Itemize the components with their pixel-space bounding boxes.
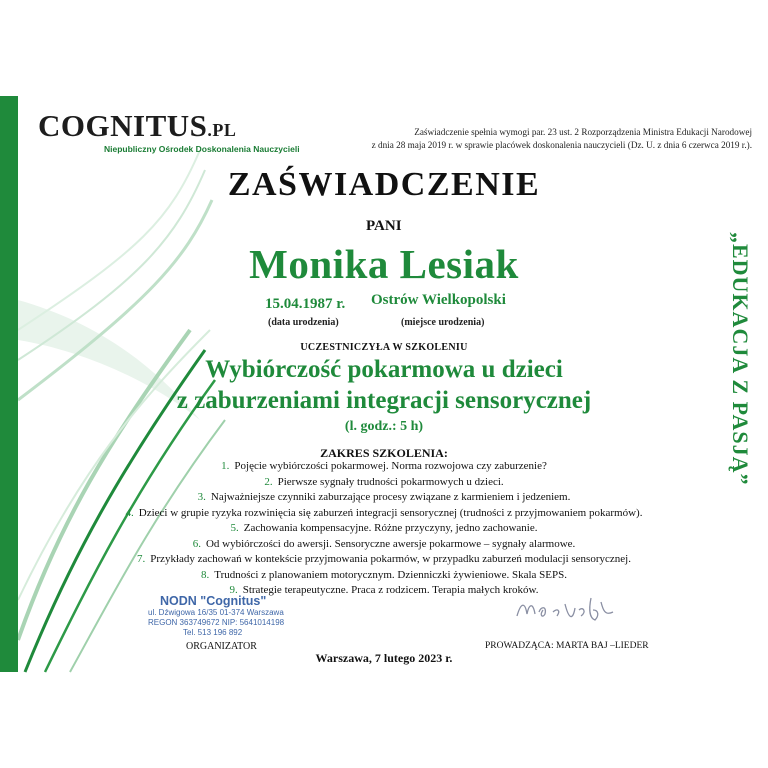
certificate-title: ZAŚWIADCZENIE [227,166,541,203]
birth-date-label: (data urodzenia) [268,317,339,328]
scope-item: 5. Zachowania kompensacyjne. Różne przyczyny, jedno zachowanie. [230,522,538,534]
logo-brand: COGNITUS.PL [38,108,237,143]
scope-item: 8. Trudności z planowaniem motorycznym. Dzienniczki żywieniowe. Skala SEPS. [200,568,567,581]
scope-list [0,459,768,599]
course-title [0,354,768,416]
scope-item: 2. Pierwsze sygnały trudności pokarmowych u dzieci. [264,475,504,488]
recipient-name: Monika Lesiak [249,241,519,287]
salutation: PANI [366,218,402,234]
course-hours: (l. godz.: 5 h) [344,419,424,434]
stamp-ids: REGON 363749672 NIP: 5641014198 [148,618,285,627]
scope-item: 4. Dzieci w grupie ryzyka rozwinięcia się zaburzeń integracji sensorycznej (trudności z przyjmowaniem pokarmów). [125,506,643,519]
motto-vertical [727,232,767,522]
stamp-name: NODN "Cognitus" [160,594,267,608]
participated-label: UCZESTNICZYŁA W SZKOLENIU [300,342,468,353]
scope-item: 3. Najważniejsze czynniki zaburzające procesy związane z karmieniem i jedzeniem. [197,491,571,503]
logo-tagline: Niepubliczny Ośrodek Doskonalenia Nauczycieli [104,144,300,154]
scope-item: 9. Strategie terapeutyczne. Praca z rodzicem. Terapia małych kroków. [229,584,539,596]
motto-text: „EDUKACJA Z PASJĄ” [728,232,753,486]
legal-line-2: z dnia 28 maja 2019 r. w sprawie placówek doskonalenia nauczycieli (Dz. U. z dnia 6 czerwca 2019 r.). [371,140,752,150]
organizer-label: ORGANIZATOR [186,641,257,652]
cognitus-logo [38,110,300,154]
course-title-line-2: z zaburzeniami integracji sensorycznej [176,387,592,414]
leader-label: PROWADZĄCA: MARTA BAJ –LIEDER [485,641,649,651]
course-title-line-1: Wybiórczość pokarmowa u dzieci [205,356,563,383]
birth-date: 15.04.1987 r. [265,296,346,312]
birth-place-label: (miejsce urodzenia) [401,317,485,328]
legal-line-1: Zaświadczenie spełnia wymogi par. 23 ust. 2 Rozporządzenia Ministra Edukacji Narodowej [414,127,752,137]
legal-notice [312,126,752,152]
organizer-stamp [148,594,308,638]
stamp-phone: Tel. 513 196 892 [183,628,243,637]
scope-item: 1. Pojęcie wybiórczości pokarmowej. Norma rozwojowa czy zaburzenie? [221,460,547,472]
birth-place: Ostrów Wielkopolski [371,292,506,308]
scope-title: ZAKRES SZKOLENIA: [320,446,448,460]
scope-item: 7. Przykłady zachowań w kontekście przyjmowania pokarmów, w przypadku zaburzeń modulacji sensorycznej. [137,553,631,565]
scope-item: 6. Od wybiórczości do awersji. Sensoryczne awersje pokarmowe – sygnały alarmowe. [192,537,576,550]
stamp-address: ul. Dźwigowa 16/35 01-374 Warszawa [148,608,284,617]
date-place: Warszawa, 7 lutego 2023 r. [315,651,453,665]
signature-image [513,590,623,630]
